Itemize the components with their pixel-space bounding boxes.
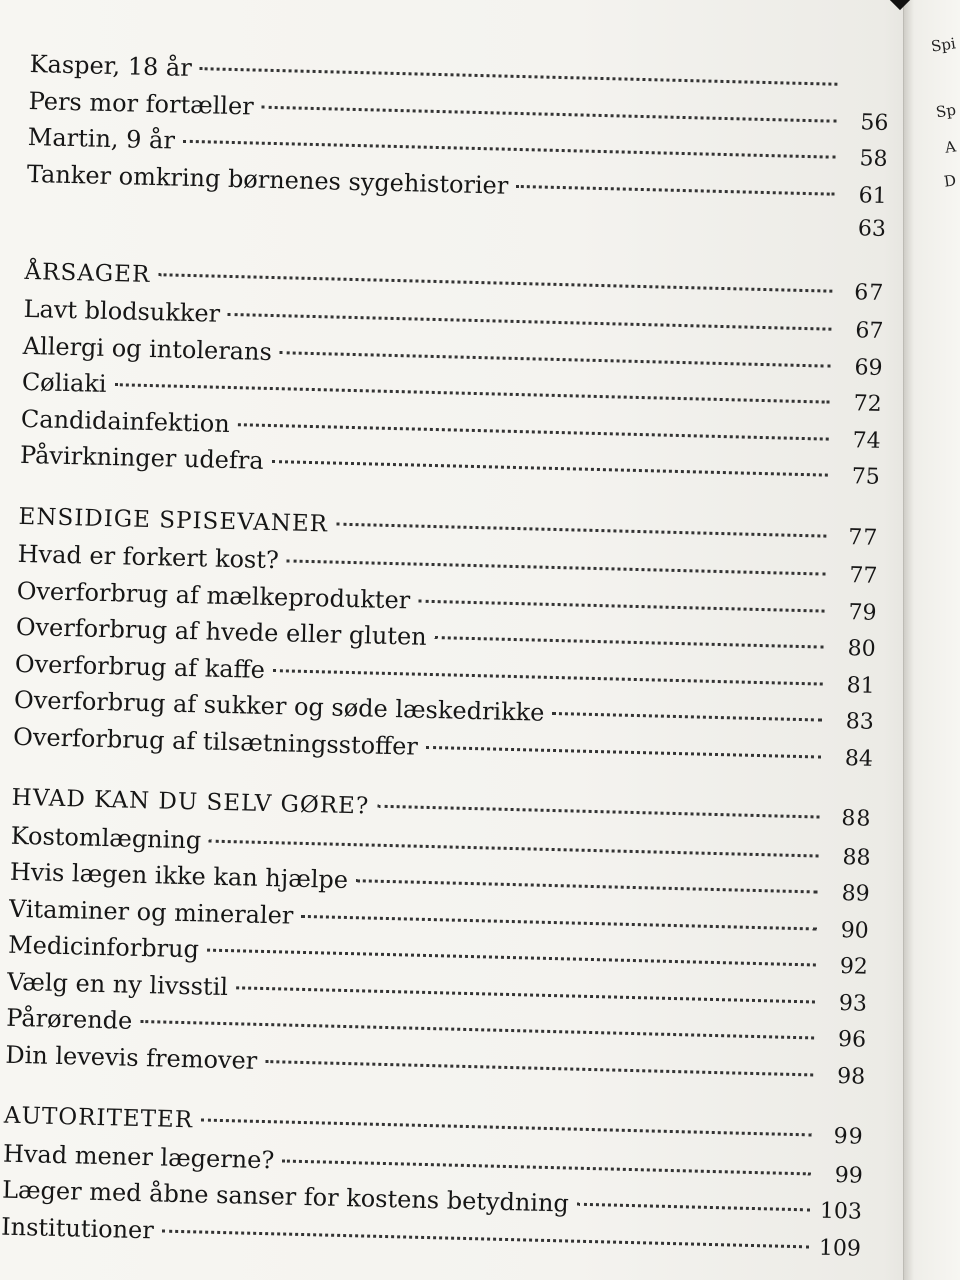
dot-leader (356, 879, 818, 893)
page-number: 72 (853, 391, 882, 417)
entry-title: Kasper, 18 år (29, 50, 193, 82)
entry-title: Candidainfektion (20, 404, 231, 438)
dot-leader (377, 805, 819, 819)
entry-title: Lavt blodsukker (23, 294, 221, 328)
dot-leader (201, 1118, 812, 1136)
page-number: 67 (854, 279, 885, 306)
dot-leader (336, 522, 826, 537)
margin-note: Sp (934, 100, 958, 122)
dot-leader (552, 712, 822, 722)
page-number: 63 (857, 216, 887, 242)
entry-title: Cøliaki (21, 367, 107, 398)
facing-page-edge (903, 0, 960, 1280)
page-number: 88 (841, 806, 872, 832)
entry-title: Din levevis fremover (5, 1040, 258, 1075)
margin-note: A (943, 137, 958, 157)
page-number: 77 (849, 563, 878, 589)
page-number: 109 (818, 1235, 862, 1262)
page-number: 81 (846, 672, 876, 699)
entry-title: Tanker omkring børnenes sygehistorier (26, 159, 509, 200)
page-number: 83 (845, 709, 875, 735)
section-title: ÅRSAGER (24, 258, 151, 288)
page-number: 67 (855, 318, 884, 344)
dot-leader (418, 599, 824, 612)
page-number: 93 (838, 990, 868, 1017)
table-of-contents (1, 50, 890, 1270)
entry-title: Påvirkninger udefra (19, 440, 264, 475)
dot-leader (209, 839, 818, 857)
entry-title: Overforbrug af tilsætningsstoffer (12, 722, 419, 761)
book-corner (886, 0, 914, 10)
entry-title: Martin, 9 år (27, 122, 176, 155)
page-number: 103 (819, 1198, 863, 1225)
dot-leader (228, 313, 831, 331)
dot-leader (238, 423, 829, 440)
dot-leader (577, 1203, 810, 1212)
dot-leader (158, 273, 832, 292)
entry-title: Hvad mener lægerne? (2, 1139, 275, 1174)
dot-leader (262, 105, 837, 122)
entry-title: Vitaminer og mineraler (8, 894, 294, 930)
entry-title: Pårørende (6, 1003, 133, 1035)
dot-leader (265, 1060, 813, 1076)
page-number: 79 (848, 599, 877, 626)
entry-title: Hvad er forkert kost? (17, 539, 280, 575)
entry-title: Overforbrug af mælkeprodukter (16, 576, 411, 614)
dot-leader (200, 67, 838, 86)
page-number: 74 (852, 427, 882, 454)
dot-leader (140, 1020, 814, 1039)
margin-note: Spi (930, 34, 958, 56)
page-number (845, 92, 889, 93)
entry-title: Allergi og intolerans (22, 331, 273, 366)
entry-title: Medicinforbrug (7, 930, 200, 964)
page-number: 92 (839, 954, 869, 980)
section-title: ENSIDIGE SPISEVANER (18, 503, 329, 537)
entry-title: Overforbrug af hvede eller gluten (15, 612, 428, 651)
entry-title: Læger med åbne sanser for kostens betydning (1, 1175, 570, 1218)
page-number: 99 (834, 1162, 864, 1189)
dot-leader (236, 986, 815, 1003)
entry-title: Pers mor fortæller (28, 86, 255, 120)
dot-leader (272, 460, 828, 477)
page-number: 80 (847, 636, 876, 662)
page-number: 98 (836, 1063, 866, 1090)
dot-leader (207, 949, 816, 967)
entry-title: Overforbrug af kaffe (14, 649, 266, 684)
page-number: 89 (841, 881, 870, 907)
dot-leader (273, 669, 823, 685)
page-number: 61 (858, 182, 887, 209)
page-number: 84 (844, 745, 874, 772)
dot-leader (435, 636, 824, 649)
entry-title: Kostomlægning (10, 821, 202, 854)
page-number: 96 (837, 1027, 867, 1053)
section-title: AUTORITETER (3, 1102, 194, 1134)
page-number: 69 (854, 354, 883, 381)
dot-leader (301, 914, 817, 930)
page-number: 99 (833, 1123, 864, 1150)
section-title: HVAD KAN DU SELV GØRE? (11, 784, 370, 820)
entry-title: Overforbrug af sukker og søde læskedrikke (13, 685, 545, 727)
page-number: 56 (860, 109, 889, 136)
dot-leader (280, 351, 831, 367)
entry-title: Vælg en ny livsstil (6, 967, 229, 1001)
dot-leader (183, 140, 836, 159)
page-number: 88 (842, 844, 871, 871)
dot-leader (426, 745, 821, 758)
page-number: 75 (851, 464, 881, 490)
entry-title: Institutioner (0, 1212, 155, 1244)
dot-leader (287, 559, 826, 575)
dot-leader (162, 1229, 809, 1248)
entry-title: Hvis lægen ikke kan hjælpe (9, 857, 349, 895)
margin-note: D (942, 171, 958, 191)
dot-leader (282, 1159, 811, 1175)
page-number: 77 (848, 524, 879, 551)
page-number: 58 (859, 146, 888, 172)
dot-leader (115, 383, 830, 403)
page-number: 90 (840, 917, 870, 944)
dot-leader (516, 184, 835, 195)
